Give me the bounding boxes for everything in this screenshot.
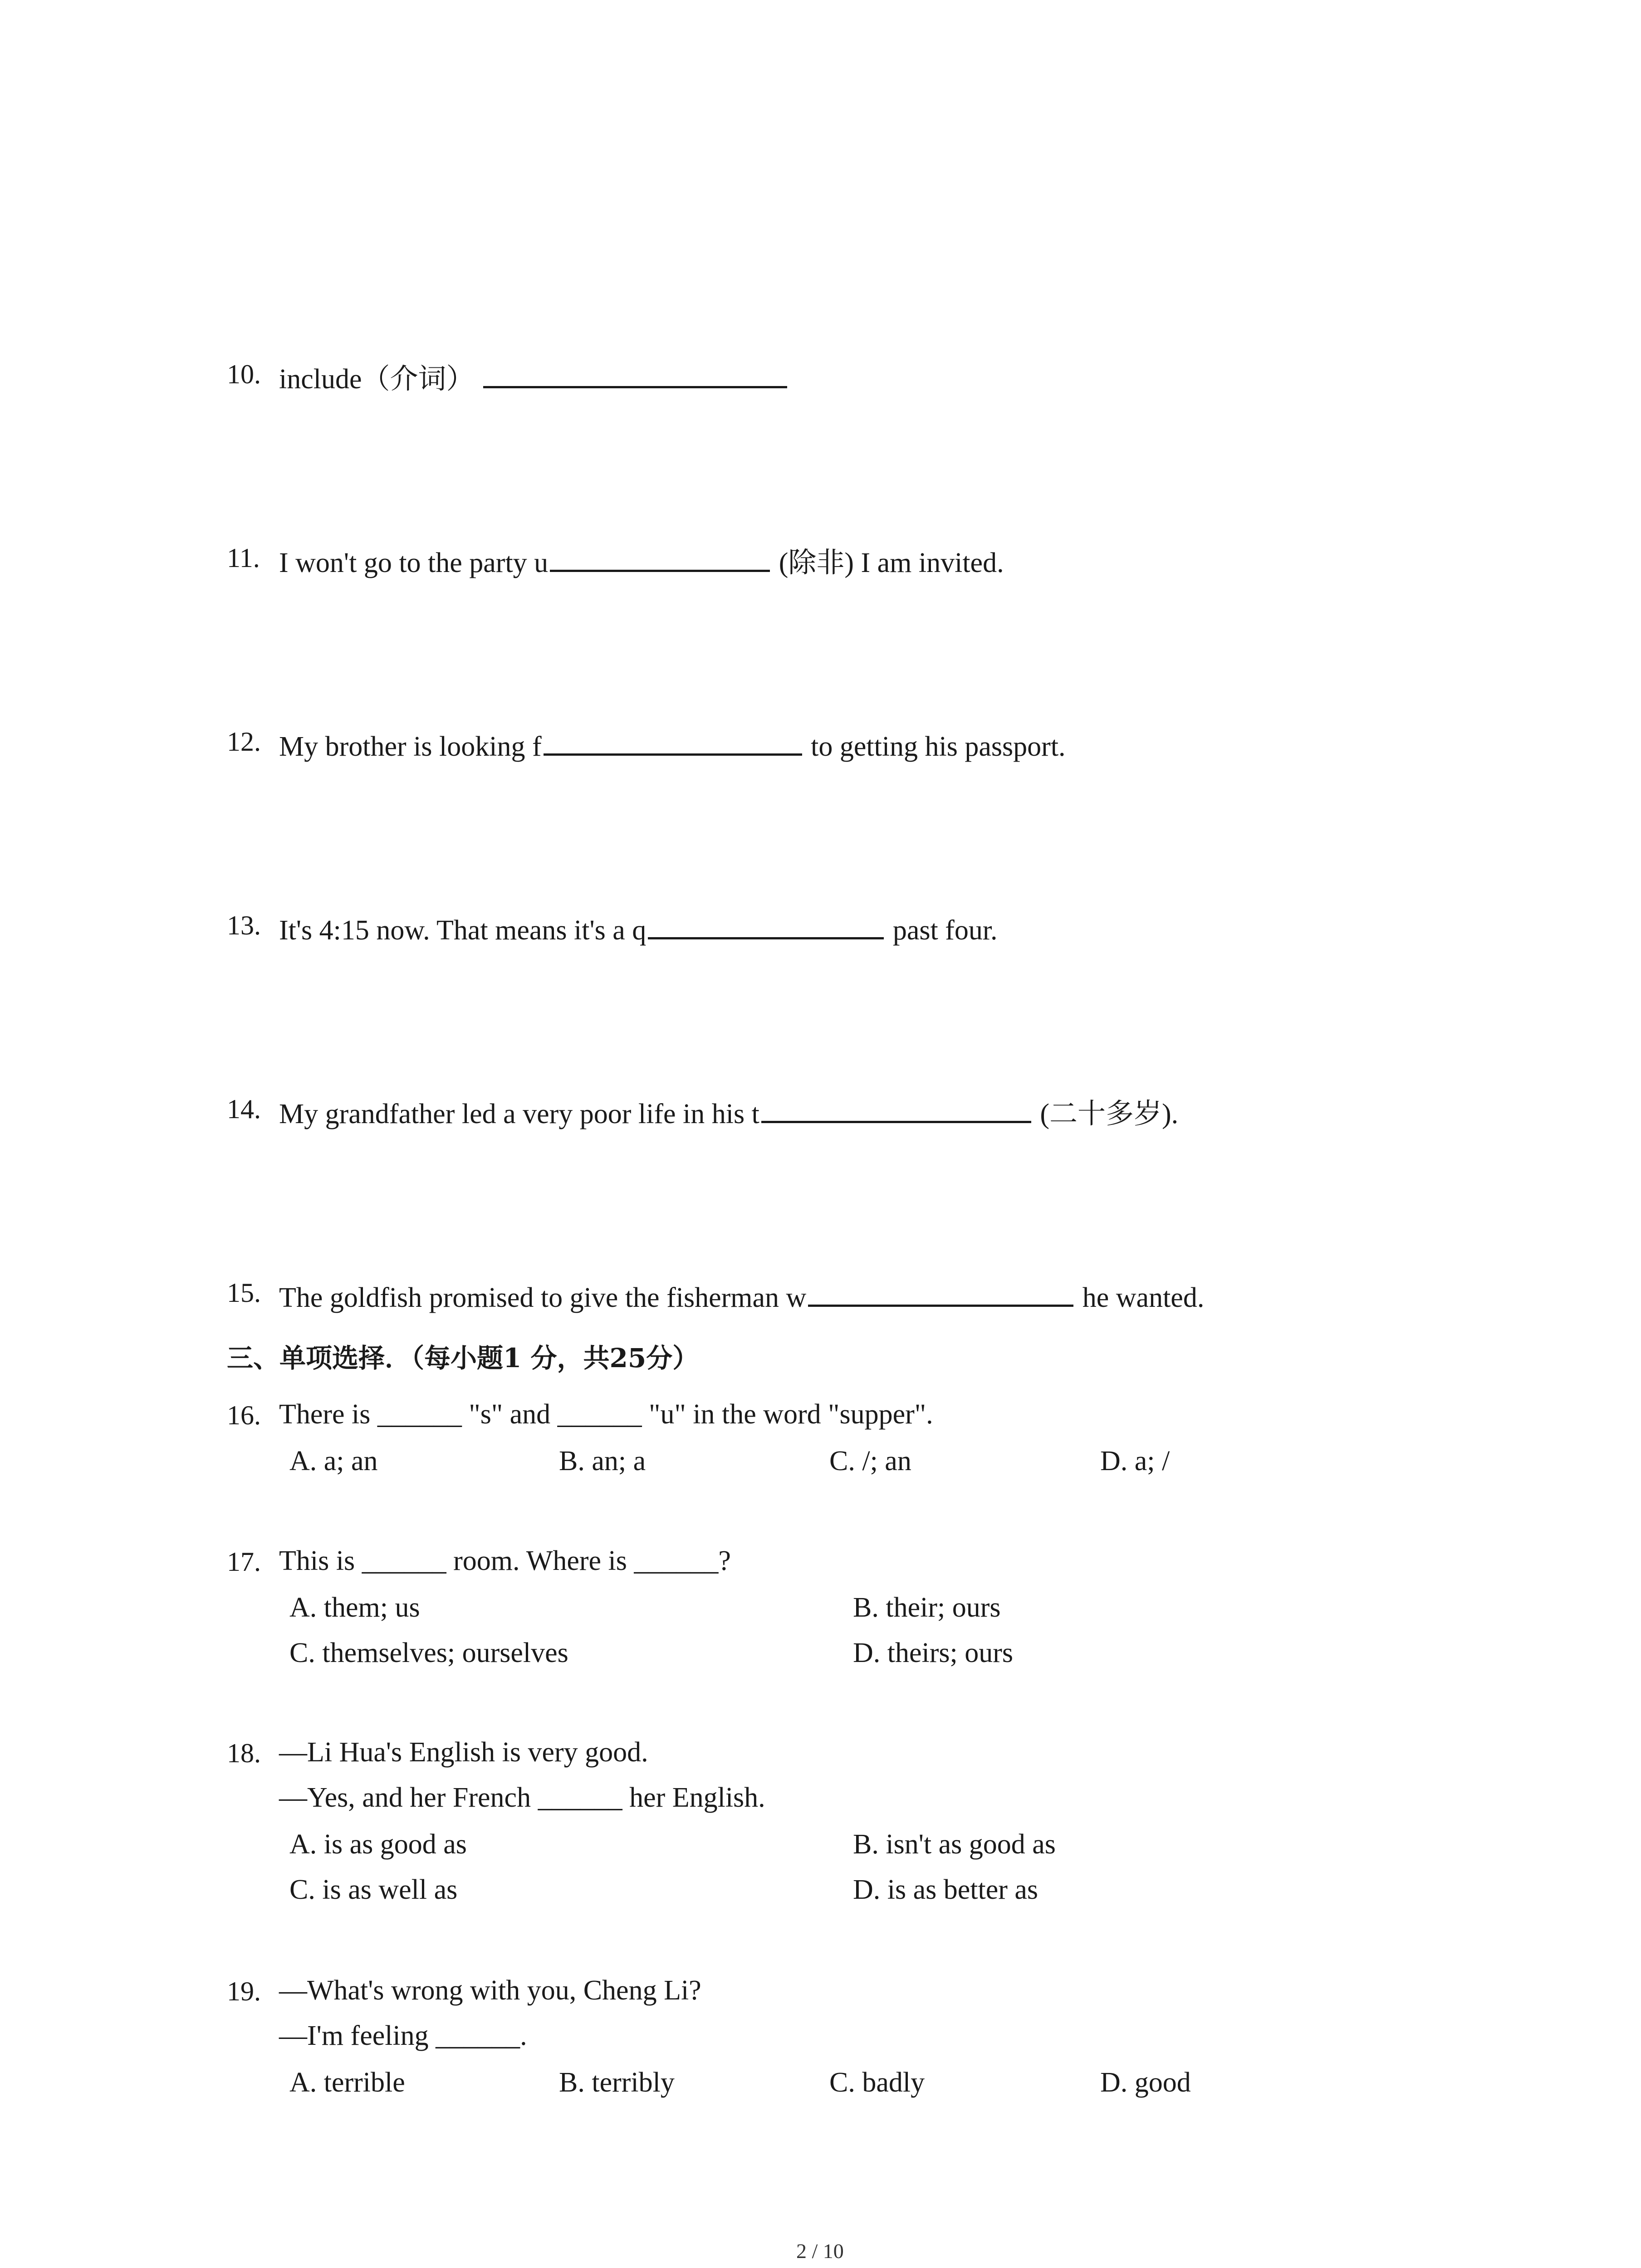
question-number: 19. xyxy=(227,1976,261,2006)
fill-item-13 xyxy=(279,910,998,944)
answer-blank[interactable] xyxy=(648,910,884,939)
fill-item-12 xyxy=(279,727,1066,761)
fill-item-text: It's 4:15 now. That means it's a q xyxy=(279,914,647,946)
question-number: 16. xyxy=(227,1400,261,1430)
question-stem-line-2: —Yes, and her French ______ her English. xyxy=(279,1782,765,1813)
option-d[interactable]: D. good xyxy=(1100,2067,1191,2098)
question-number: 12. xyxy=(227,727,261,757)
answer-blank[interactable] xyxy=(483,359,787,388)
option-d[interactable]: D. theirs; ours xyxy=(853,1637,1014,1668)
fill-item-10 xyxy=(279,359,789,393)
fill-item-note: （介词） xyxy=(362,362,475,395)
question-stem: There is ______ "s" and ______ "u" in the word "supper". xyxy=(279,1399,933,1430)
option-b[interactable]: B. their; ours xyxy=(853,1592,1001,1623)
answer-blank[interactable] xyxy=(761,1094,1031,1123)
option-a[interactable]: A. terrible xyxy=(289,2067,405,2098)
fill-item-text: The goldfish promised to give the fisherman w xyxy=(279,1282,807,1313)
question-number: 10. xyxy=(227,359,261,389)
fill-item-text-after: he wanted. xyxy=(1082,1282,1205,1313)
fill-item-text-after: to getting his passport. xyxy=(811,731,1066,762)
question-stem: This is ______ room. Where is ______? xyxy=(279,1545,731,1576)
question-stem: —What's wrong with you, Cheng Li? xyxy=(279,1975,701,2006)
option-d[interactable]: D. is as better as xyxy=(853,1874,1038,1905)
fill-item-text-after: past four. xyxy=(892,914,998,946)
fill-item-text: My grandfather led a very poor life in his t xyxy=(279,1098,759,1129)
question-number: 15. xyxy=(227,1278,261,1308)
answer-blank[interactable] xyxy=(550,543,770,572)
option-a[interactable]: A. is as good as xyxy=(289,1829,467,1860)
option-b[interactable]: B. terribly xyxy=(559,2067,675,2098)
fill-item-text-after: (除非) I am invited. xyxy=(779,547,1004,578)
option-d[interactable]: D. a; / xyxy=(1100,1446,1170,1476)
page-number: 2 / 10 xyxy=(796,2239,844,2263)
question-number: 17. xyxy=(227,1547,261,1577)
option-c[interactable]: C. badly xyxy=(829,2067,925,2098)
fill-item-text: I won't go to the party u xyxy=(279,547,549,578)
option-c[interactable]: C. themselves; ourselves xyxy=(289,1637,568,1668)
fill-item-11 xyxy=(279,543,1004,577)
fill-item-15 xyxy=(279,1278,1204,1312)
option-b[interactable]: B. isn't as good as xyxy=(853,1829,1056,1860)
fill-item-text-after: (二十多岁). xyxy=(1040,1098,1179,1129)
fill-item-text: My brother is looking f xyxy=(279,731,542,762)
answer-blank[interactable] xyxy=(808,1278,1073,1307)
question-number: 13. xyxy=(227,910,261,940)
option-b[interactable]: B. an; a xyxy=(559,1446,646,1476)
section-heading: 三、单项选择．（每小题1 分，共25分） xyxy=(227,1343,699,1374)
answer-blank[interactable] xyxy=(544,727,802,756)
option-c[interactable]: C. /; an xyxy=(829,1446,911,1476)
fill-item-14 xyxy=(279,1094,1178,1128)
fill-item-text: include xyxy=(279,363,362,395)
question-number: 14. xyxy=(227,1094,261,1124)
question-number: 18. xyxy=(227,1738,261,1768)
question-stem: —Li Hua's English is very good. xyxy=(279,1737,648,1768)
option-c[interactable]: C. is as well as xyxy=(289,1874,458,1905)
question-stem-line-2: —I'm feeling ______. xyxy=(279,2020,527,2051)
option-a[interactable]: A. them; us xyxy=(289,1592,420,1623)
option-a[interactable]: A. a; an xyxy=(289,1446,378,1476)
question-number: 11. xyxy=(227,543,260,573)
